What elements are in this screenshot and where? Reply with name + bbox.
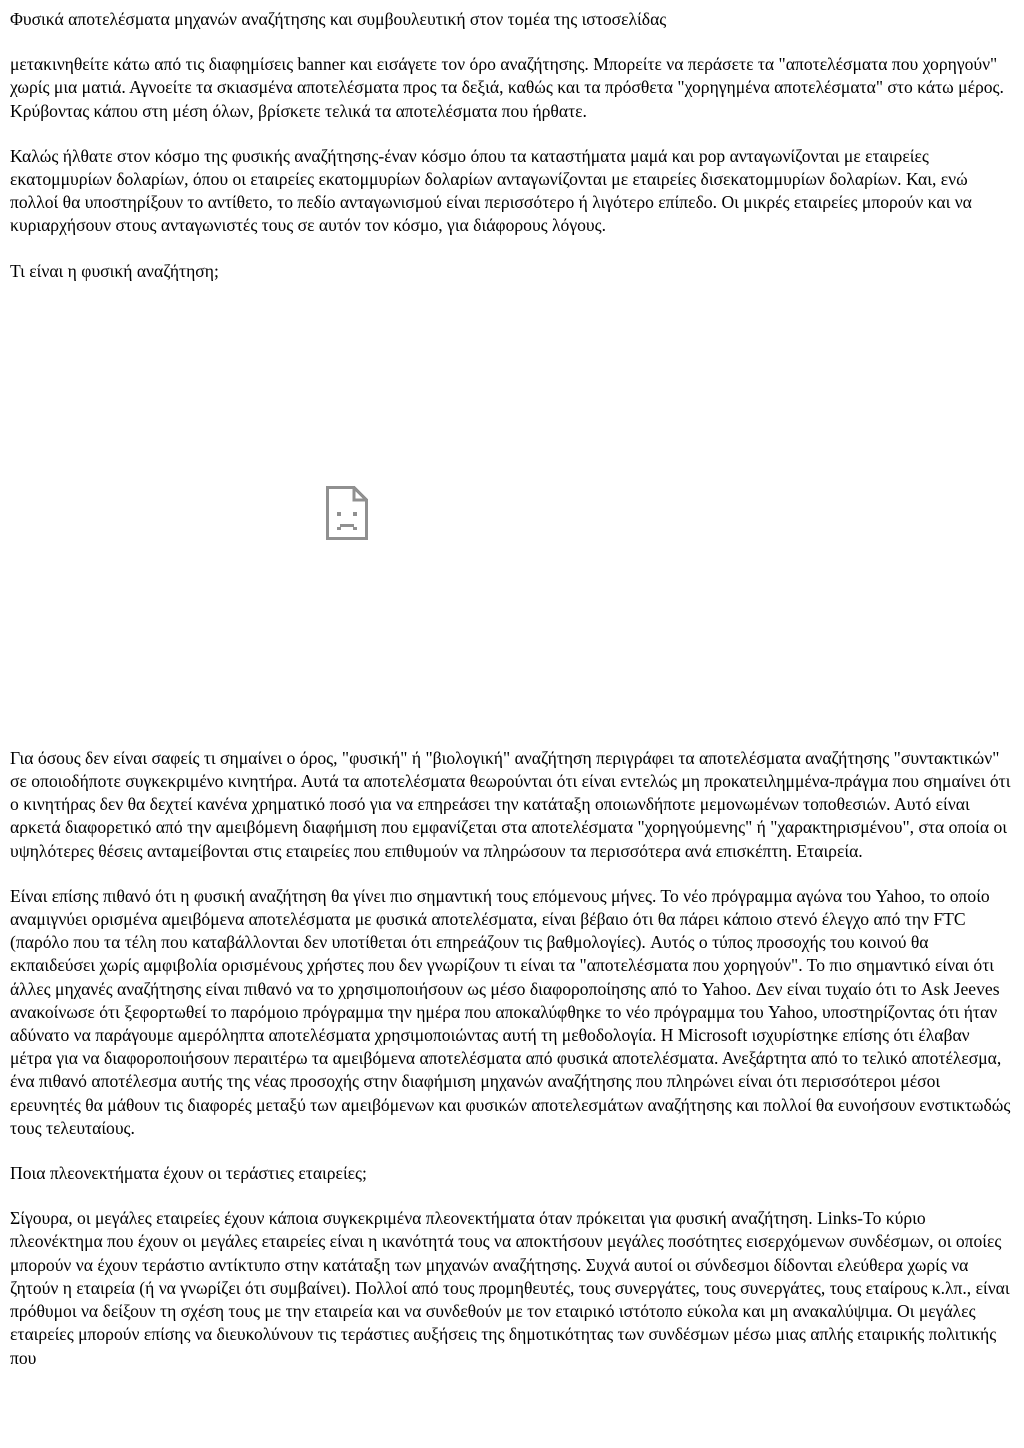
- paragraph-3: Για όσους δεν είναι σαφείς τι σημαίνει ο όρος, "φυσική" ή "βιολογική" αναζήτηση περιγράφει τα αποτελέσματα αναζήτησης "συντακτικών" σε οποιοδήποτε συγκεκριμένο κινητήρα. Αυτά τα αποτελέσματα θεωρούνται ότι είναι εντελώς μη προκατειλημμένα-πράγμα που σημαίνει ότι ο κινητήρας δεν θα δεχτεί κανένα χρηματικό ποσό για να επηρεάσει την κατάταξη οποιωνδήποτε μεμονωμένων τοποθεσιών. Αυτό είναι αρκετά διαφορετικό από την αμειβόμενη διαφήμιση που εμφανίζεται στα αποτελέσματα "χορηγούμενης" ή "χαρακτηρισμένου", στα οποία οι υψηλότερες θέσεις ανταμείβονται στις εταιρείες που επιθυμούν να πληρώσουν τα περισσότερα ανά επισκέπτη. Εταιρεία.: [10, 747, 1011, 861]
- section-heading-big-company-advantages: Ποια πλεονεκτήματα έχουν οι τεράστιες εταιρείες;: [10, 1163, 367, 1184]
- section-heading-what-is-natural-search: Τι είναι η φυσική αναζήτηση;: [10, 260, 219, 281]
- paragraph-4: Είναι επίσης πιθανό ότι η φυσική αναζήτηση θα γίνει πιο σημαντική τους επόμενους μήνες. Το νέο πρόγραμμα αγώνα του Yahoo, το οποίο αναμιγνύει ορισμένα αμειβόμενα αποτελέσματα με φυσικά αποτελέσματα, είναι βέβαιο ότι θα πάρει κάποιο στενό έλεγχο από την FTC (παρόλο που τα τέλη που καταβάλλονται δεν υποτίθεται ότι επηρεάζουν τις βαθμολογίες). Αυτός ο τύπος προσοχής του κοινού θα εκπαιδεύσει χωρίς αμφιβολία ορισμένους χρήστες που δεν γνωρίζουν τι είναι τα "αποτελέσματα που χορηγούν". Το πιο σημαντικό είναι ότι άλλες μηχανές αναζήτησης είναι πιθανό να το χρησιμοποιήσουν ως μέσο διαφοροποίησης από το Yahoo. Δεν είναι τυχαίο ότι το Ask Jeeves ανακοίνωσε ότι ξεφορτωθεί το παρόμοιο πρόγραμμα την ημέρα που αποκαλύφθηκε το νέο πρόγραμμα του Yahoo, υποστηρίζοντας ότι ήταν αδύνατο να παράγουμε αμερόληπτα αποτελέσματα χρησιμοποιώντας αυτή τη μεθοδολογία. Η Microsoft ισχυρίστηκε επίσης ότι έλαβαν μέτρα για να διαφοροποιήσουν περαιτέρω τα αμειβόμενα αποτελέσματα από φυσικά αποτελέσματα. Ανεξάρτητα από το τελικό αποτέλεσμα, ένα πιθανό αποτέλεσμα αυτής της νέας προσοχής στην διαφήμιση μηχανών αναζήτησης που πληρώνει είναι ότι περισσότεροι μέσοι ερευνητές θα μάθουν τις διαφορές μεταξύ των αμειβόμενων και φυσικών αποτελεσμάτων αναζήτησης και πολλοί θα ευνοήσουν ενστικτωδώς τους τελευταίους.: [10, 885, 1011, 1138]
- embedded-content-frame: [10, 305, 1014, 725]
- broken-page-sad-face-icon: [326, 486, 368, 540]
- paragraph-5: Σίγουρα, οι μεγάλες εταιρείες έχουν κάποια συγκεκριμένα πλεονεκτήματα όταν πρόκειται για φυσική αναζήτηση. Links-Το κύριο πλεονέκτημα που έχουν οι μεγάλες εταιρείες είναι η ικανότητά τους να αποκτήσουν μεγάλες ποσότητες εισερχόμενων συνδέσμων, οι οποίες μπορούν να έχουν τεράστιο αντίκτυπο στην κατάταξη των μηχανών αναζήτησης. Συχνά αυτοί οι σύνδεσμοι δίδονται ελεύθερα χωρίς να ζητούν η εταιρεία (ή να γνωρίζει ότι συμβαίνει). Πολλοί από τους προμηθευτές, τους συνεργάτες, τους συνεργάτες, τους εταίρους κ.λπ., είναι πρόθυμοι να δείξουν τη σχέση τους με την εταιρεία και να συνδεθούν με τον εταιρικό ιστότοπο εύκολα και μη ανακαλύψιμα. Οι μεγάλες εταιρείες μπορούν επίσης να διευκολύνουν τις τεράστιες αυξήσεις της δημοτικότητας των συνδέσμων μέσω μιας απλής εταιρικής πολιτικής που: [10, 1208, 1010, 1368]
- page-title: Φυσικά αποτελέσματα μηχανών αναζήτησης και συμβουλευτική στον τομέα της ιστοσελίδας: [10, 9, 667, 29]
- paragraph-2: Καλώς ήλθατε στον κόσμο της φυσικής αναζήτησης-έναν κόσμο όπου τα καταστήματα μαμά και pop ανταγωνίζονται με εταιρείες εκατομμυρίων δολαρίων, όπου οι εταιρείες εκατομμυρίων δολαρίων ανταγωνίζονται με εταιρείες δισεκατομμυρίων δολαρίων. Και, ενώ πολλοί θα υποστηρίξουν το αντίθετο, το πεδίο ανταγωνισμού είναι περισσότερο ή λιγότερο επίπεδο. Οι μικρές εταιρείες μπορούν και να κυριαρχήσουν στους ανταγωνιστές τους σε αυτόν τον κόσμο, για διάφορους λόγους.: [10, 145, 972, 236]
- paragraph-1: μετακινηθείτε κάτω από τις διαφημίσεις banner και εισάγετε τον όρο αναζήτησης. Μπορείτε να περάσετε τα "αποτελέσματα που χορηγούν" χωρίς μια ματιά. Αγνοείτε τα σκιασμένα αποτελέσματα προς τα δεξιά, καθώς και τα πρόσθετα "χορηγημένα αποτελέσματα" στο κάτω μέρος. Κρύβοντας κάπου στη μέση όλων, βρίσκετε τελικά τα αποτελέσματα που ήρθατε.: [10, 54, 1004, 121]
